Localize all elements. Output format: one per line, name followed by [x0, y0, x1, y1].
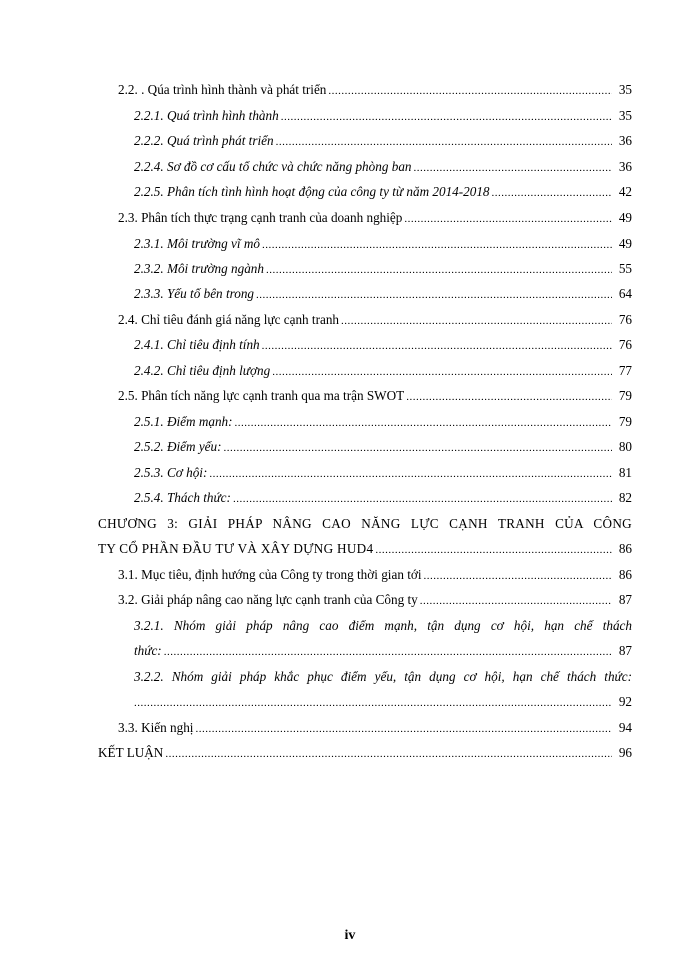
- toc-entry-page: 92: [618, 694, 632, 709]
- toc-entry-title: 2.5.2. Điểm yếu:: [134, 439, 222, 454]
- toc-entry-3-2[interactable]: [118, 592, 632, 608]
- toc-entry-2-3-1[interactable]: [134, 236, 632, 252]
- toc-entry-title: KẾT LUẬN: [98, 745, 164, 760]
- dot-leader: [195, 722, 612, 736]
- toc-entry-3-1[interactable]: [118, 567, 632, 583]
- toc-entry-page: 86: [618, 567, 632, 582]
- toc-entry-2-2-2[interactable]: [134, 133, 632, 149]
- toc-entry-page: 49: [618, 236, 632, 251]
- toc-entry-title: TY CỔ PHẦN ĐẦU TƯ VÀ XÂY DỰNG HUD4: [98, 541, 374, 556]
- toc-chapter-3-line-1[interactable]: CHƯƠNG 3: GIẢI PHÁP NÂNG CAO NĂNG LỰC CẠNH TRANH CỦA CÔNG: [98, 516, 632, 531]
- toc-entry-2-5-2[interactable]: [134, 439, 632, 455]
- dot-leader: [262, 339, 612, 353]
- dot-leader: [272, 365, 612, 379]
- toc-entry-2-4[interactable]: [118, 312, 632, 328]
- dot-leader: [414, 161, 612, 175]
- toc-entry-2-2-4[interactable]: [134, 159, 632, 175]
- dot-leader: [209, 467, 612, 481]
- dot-leader: [164, 645, 612, 659]
- dot-leader: [224, 441, 612, 455]
- toc-entry-title: 3.3. Kiến nghị: [118, 720, 194, 735]
- toc-entry-page: 86: [618, 541, 632, 556]
- dot-leader: [404, 212, 612, 226]
- dot-leader: [165, 747, 612, 761]
- toc-entry-2-4-1[interactable]: [134, 337, 632, 353]
- dot-leader: [406, 390, 612, 404]
- toc-entry-2-5-4[interactable]: [134, 490, 632, 506]
- toc-entry-title: 2.5.3. Cơ hội:: [134, 465, 208, 480]
- toc-entry-page: 94: [618, 720, 632, 735]
- dot-leader: [341, 314, 612, 328]
- dot-leader: [281, 110, 612, 124]
- dot-leader: [492, 186, 612, 200]
- toc-entry-title: 2.3. Phân tích thực trạng cạnh tranh của doanh nghiệp: [118, 210, 403, 225]
- toc-entry-title: 2.3.1. Môi trường vĩ mô: [134, 236, 260, 251]
- toc-entry-page: 77: [618, 363, 632, 378]
- toc-entry-page: 35: [618, 108, 632, 123]
- dot-leader: [276, 135, 612, 149]
- toc-entry-page: 36: [618, 133, 632, 148]
- toc-entry-2-2-5[interactable]: [134, 184, 632, 200]
- toc-entry-page: 87: [618, 643, 632, 658]
- toc-entry-3-2-2-line-2[interactable]: [134, 694, 632, 710]
- toc-entry-2-2[interactable]: [118, 82, 632, 98]
- toc-entry-title: 2.2. . Qúa trình hình thành và phát triển: [118, 82, 327, 97]
- toc-entry-2-5-1[interactable]: [134, 414, 632, 430]
- toc-entry-title: 2.3.2. Môi trường ngành: [134, 261, 264, 276]
- page-number-footer: iv: [344, 928, 356, 943]
- toc-entry-page: 35: [618, 82, 632, 97]
- dot-leader: [328, 84, 612, 98]
- toc-entry-title: 2.4. Chỉ tiêu đánh giá năng lực cạnh tranh: [118, 312, 340, 327]
- dot-leader: [235, 416, 612, 430]
- toc-entry-title: 2.5. Phân tích năng lực cạnh tranh qua ma trận SWOT: [118, 388, 405, 403]
- toc-entry-page: 79: [618, 388, 632, 403]
- toc-entry-page: 79: [618, 414, 632, 429]
- dot-leader: [262, 238, 612, 252]
- toc-entry-title: 2.2.5. Phân tích tình hình hoạt động của công ty từ năm 2014-2018: [134, 184, 490, 199]
- toc-entry-page: 49: [618, 210, 632, 225]
- toc-entry-3-2-2-line-1[interactable]: 3.2.2. Nhóm giải pháp khắc phục điểm yếu, tận dụng cơ hội, hạn chế thách thức:: [134, 669, 632, 684]
- dot-leader: [134, 696, 612, 710]
- toc-entry-page: 81: [618, 465, 632, 480]
- dot-leader: [424, 569, 612, 583]
- toc-entry-2-4-2[interactable]: [134, 363, 632, 379]
- dot-leader: [420, 594, 612, 608]
- toc-chapter-3-line-2[interactable]: [98, 541, 632, 557]
- toc-entry-2-3-2[interactable]: [134, 261, 632, 277]
- toc-entry-page: 96: [618, 745, 632, 760]
- toc-entry-page: 76: [618, 312, 632, 327]
- toc-entry-title: 2.2.1. Quá trình hình thành: [134, 108, 279, 123]
- toc-entry-page: 80: [618, 439, 632, 454]
- toc-entry-2-3[interactable]: [118, 210, 632, 226]
- toc-entry-2-5-3[interactable]: [134, 465, 632, 481]
- dot-leader: [375, 543, 612, 557]
- toc-entry-title: thức:: [134, 643, 162, 658]
- dot-leader: [256, 288, 612, 302]
- toc-entry-page: 36: [618, 159, 632, 174]
- toc-entry-page: 87: [618, 592, 632, 607]
- toc-entry-title: 2.4.1. Chỉ tiêu định tính: [134, 337, 260, 352]
- toc-entry-page: 82: [618, 490, 632, 505]
- toc-entry-title: 3.2. Giải pháp nâng cao năng lực cạnh tranh của Công ty: [118, 592, 418, 607]
- toc-entry-3-2-1-line-2[interactable]: [134, 643, 632, 659]
- toc-entry-3-2-1-line-1[interactable]: 3.2.1. Nhóm giải pháp nâng cao điểm mạnh, tận dụng cơ hội, hạn chế thách: [134, 618, 632, 633]
- toc-entry-2-5[interactable]: [118, 388, 632, 404]
- toc-entry-2-2-1[interactable]: [134, 108, 632, 124]
- dot-leader: [233, 492, 612, 506]
- toc-entry-title: 2.5.1. Điểm mạnh:: [134, 414, 233, 429]
- toc-entry-title: 2.2.2. Quá trình phát triển: [134, 133, 274, 148]
- toc-entry-conclusion[interactable]: [98, 745, 632, 761]
- toc-entry-page: 55: [618, 261, 632, 276]
- toc-entry-title: 2.4.2. Chỉ tiêu định lượng: [134, 363, 271, 378]
- dot-leader: [266, 263, 612, 277]
- toc-entry-title: 3.1. Mục tiêu, định hướng của Công ty trong thời gian tới: [118, 567, 422, 582]
- toc-entry-3-3[interactable]: [118, 720, 632, 736]
- toc-entry-page: 42: [618, 184, 632, 199]
- toc-entry-2-3-3[interactable]: [134, 286, 632, 302]
- toc-entry-title: 2.5.4. Thách thức:: [134, 490, 231, 505]
- toc-entry-page: 64: [618, 286, 632, 301]
- toc-entry-title: 2.3.3. Yếu tố bên trong: [134, 286, 255, 301]
- toc-entry-page: 76: [618, 337, 632, 352]
- toc-entry-title: 2.2.4. Sơ đồ cơ cấu tổ chức và chức năng phòng ban: [134, 159, 412, 174]
